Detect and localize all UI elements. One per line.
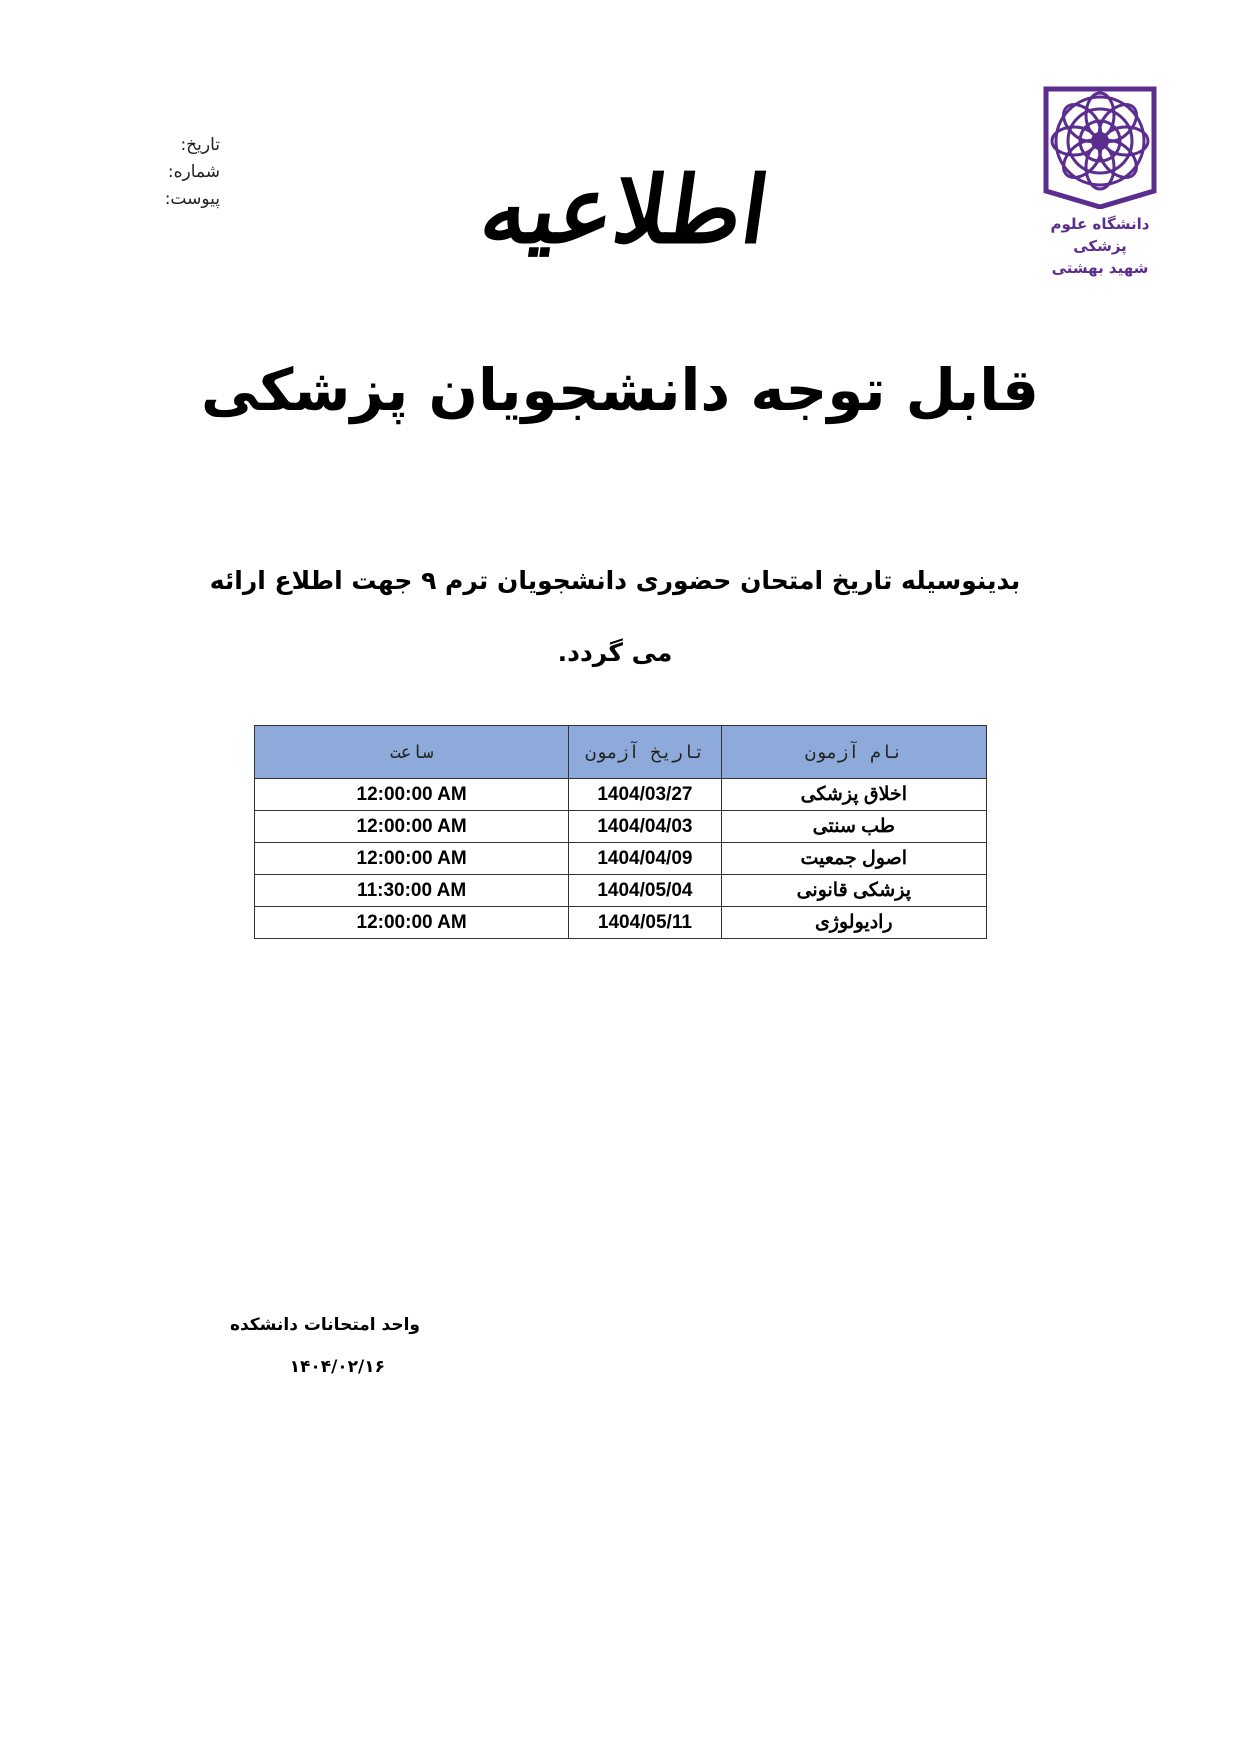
- attachment-label: پیوست:: [164, 189, 220, 209]
- exam-name-cell: اصول جمعیت: [721, 843, 986, 875]
- logo-text-line2: شهید بهشتی: [1051, 259, 1149, 277]
- exam-date-cell: 1404/03/27: [569, 779, 721, 811]
- exam-schedule-table: [254, 725, 987, 939]
- column-header-exam-date: تاریخ آزمون: [569, 726, 721, 779]
- exam-date-cell: 1404/04/03: [569, 811, 721, 843]
- number-label: شماره:: [167, 162, 220, 182]
- exam-time-cell: 12:00:00 AM: [255, 779, 569, 811]
- letter-meta: [100, 132, 220, 213]
- exam-time-cell: 11:30:00 AM: [255, 875, 569, 907]
- column-header-time: ساعت: [255, 726, 569, 779]
- exam-name-cell: طب سنتی: [721, 811, 986, 843]
- intro-paragraph: بدینوسیله تاریخ امتحان حضوری دانشجویان ترم ۹ جهت اطلاع ارائه می گردد.: [209, 566, 1021, 667]
- logo-text-line1: دانشگاه علوم پزشکی: [1050, 215, 1150, 255]
- column-header-exam-name: نام آزمون: [721, 726, 986, 779]
- table-header-row: [255, 726, 987, 779]
- table-row: [255, 875, 987, 907]
- exam-date-cell: 1404/04/09: [569, 843, 721, 875]
- exam-date-cell: 1404/05/04: [569, 875, 721, 907]
- logo-text: [1035, 213, 1165, 279]
- exam-name-cell: پزشکی قانونی: [721, 875, 986, 907]
- table-row: [255, 779, 987, 811]
- date-label: تاریخ:: [180, 135, 220, 155]
- university-logo: [1035, 85, 1165, 279]
- exam-date-cell: 1404/05/11: [569, 907, 721, 939]
- page-title: اطلاعیه: [474, 156, 776, 264]
- exam-time-cell: 12:00:00 AM: [255, 843, 569, 875]
- exam-time-cell: 12:00:00 AM: [255, 907, 569, 939]
- signature-unit: واحد امتحانات دانشکده: [229, 1315, 420, 1335]
- university-emblem-icon: [1042, 85, 1158, 209]
- page-subtitle: قابل توجه دانشجویان پزشکی: [201, 356, 1039, 424]
- exam-name-cell: اخلاق پزشکی: [721, 779, 986, 811]
- exam-time-cell: 12:00:00 AM: [255, 811, 569, 843]
- table-row: [255, 811, 987, 843]
- exam-name-cell: رادیولوژی: [721, 907, 986, 939]
- table-row: [255, 907, 987, 939]
- table-row: [255, 843, 987, 875]
- signature-date: ۱۴۰۴/۰۲/۱۶: [289, 1357, 385, 1377]
